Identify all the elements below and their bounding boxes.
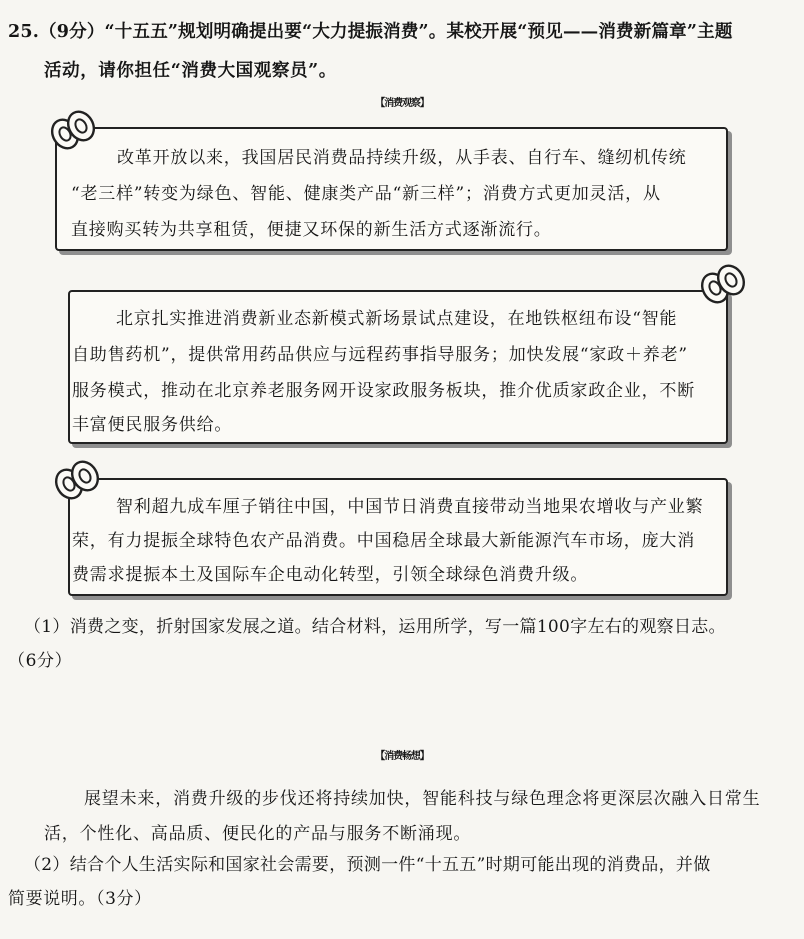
task-2-line-1: （2）结合个人生活实际和国家社会需要，预测一件“十五五”时期可能出现的消费品，并做 [24,855,711,875]
material-1-line-3: 直接购买转为共享租赁，便捷又环保的新生活方式逐渐流行。 [71,220,552,240]
material-3-line-1: 智利超九成车厘子销往中国，中国节日消费直接带动当地果农增收与产业繁 [116,497,704,517]
question-stem-line-2: 活动，请你担任“消费大国观察员”。 [44,61,337,81]
material-1-line-2: “老三样”转变为绿色、智能、健康类产品“新三样”；消费方式更加灵活，从 [71,184,661,204]
chain-link-icon [698,262,750,306]
material-2-line-1: 北京扎实推进消费新业态新模式新场景试点建设，在地铁枢纽布设“智能 [116,309,678,329]
task-2-line-2: 简要说明。（3分） [8,889,152,909]
section-title-observe: 【消费观察】 [375,98,429,109]
material-2-line-2: 自助售药机”，提供常用药品供应与远程药事指导服务；加快发展“家政＋养老” [72,345,688,365]
material-box-3 [68,478,728,596]
chain-link-icon [48,108,100,152]
question-stem-line-1: 25.（9分）“十五五”规划明确提出要“大力提振消费”。某校开展“预见——消费新篇章”主题 [8,22,733,42]
material-3-line-3: 费需求提振本土及国际车企电动化转型，引领全球绿色消费升级。 [72,565,589,585]
material-2-line-3: 服务模式，推动在北京养老服务网开设家政服务板块，推介优质家政企业，不断 [72,381,695,401]
section-title-imagine: 【消费畅想】 [375,751,429,762]
chain-link-icon [52,458,104,502]
imagine-line-2: 活，个性化、高品质、便民化的产品与服务不断涌现。 [44,824,472,844]
material-2-line-4: 丰富便民服务供给。 [72,415,233,435]
imagine-line-1: 展望未来，消费升级的步伐还将持续加快，智能科技与绿色理念将更深层次融入日常生 [84,789,761,809]
task-1-line-1: （1）消费之变，折射国家发展之道。结合材料，运用所学，写一篇100字左右的观察日志。 [24,617,726,637]
material-3-line-2: 荣，有力提振全球特色农产品消费。中国稳居全球最大新能源汽车市场，庞大消 [72,531,695,551]
material-box-2 [68,290,728,444]
material-box-1 [55,127,728,251]
task-1-line-2: （6分） [8,651,73,671]
material-1-line-1: 改革开放以来，我国居民消费品持续升级，从手表、自行车、缝纫机传统 [117,148,687,168]
